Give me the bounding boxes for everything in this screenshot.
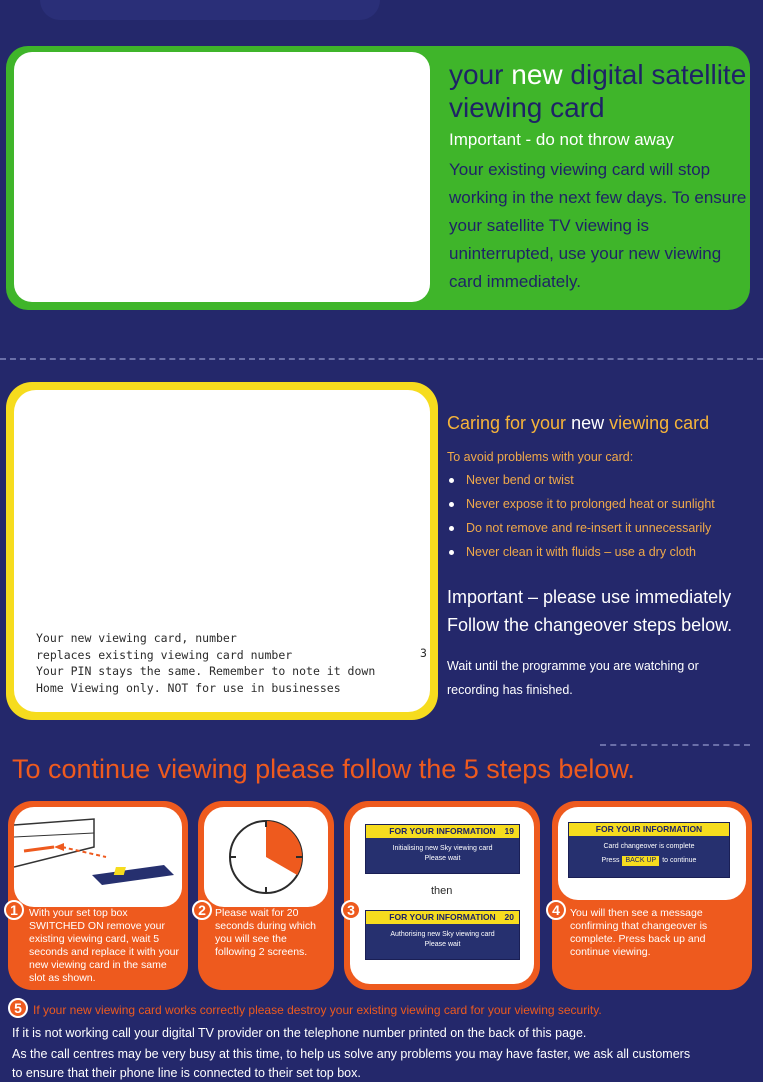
bullet-icon <box>449 550 454 555</box>
step-1-illustration <box>14 807 182 907</box>
caring-title: Caring for your new viewing card <box>447 413 710 433</box>
step-2-number: 2 <box>192 900 212 920</box>
step-1-text: With your set top box SWITCHED ON remove your existing viewing card, wait 5 seconds and replace it with your new viewing card in the same slot as shown. <box>29 907 179 984</box>
step-3-number: 3 <box>341 900 361 920</box>
bullet-icon <box>449 526 454 531</box>
list-item: Never clean it with fluids – use a dry cloth <box>449 545 715 569</box>
set-top-box-icon <box>14 807 182 907</box>
top-tab <box>40 0 380 20</box>
list-item: Do not remove and re-insert it unnecessarily <box>449 521 715 545</box>
caring-intro: To avoid problems with your card: <box>447 450 634 464</box>
step-2-illustration <box>204 807 328 907</box>
timer-clock-icon <box>204 807 328 907</box>
info-screen-authorising: FOR YOUR INFORMATION 20 Authorising new Sky viewing card Please wait <box>365 910 520 960</box>
step-4-text: You will then see a message confirming that changeover is complete. Press back up and continue viewing. <box>570 907 708 958</box>
step-5-text: If your new viewing card works correctly please destroy your existing viewing card for your viewing security. <box>33 1003 602 1017</box>
hero-important: Important - do not throw away <box>449 130 674 149</box>
perforation-line <box>0 358 763 360</box>
footer-line-3: to ensure that their phone line is connected to their set top box. <box>12 1066 361 1080</box>
card-number-fragment: 3 <box>420 646 427 660</box>
step-5-number: 5 <box>8 998 28 1018</box>
card-details-text: Your new viewing card, number replaces existing viewing card number Your PIN stays the same. Remember to note it down Home Viewing only. NOT for use in businesses <box>36 631 376 695</box>
step-1-number: 1 <box>4 900 24 920</box>
hero-title: your new digital satellite viewing card <box>449 59 747 123</box>
list-item: Never bend or twist <box>449 473 715 497</box>
important-heading: Important – please use immediately Follow the changeover steps below. <box>447 587 733 635</box>
info-screen-initialising: FOR YOUR INFORMATION 19 Initialising new Sky viewing card Please wait <box>365 824 520 874</box>
wait-instruction: Wait until the programme you are watching or recording has finished. <box>447 659 699 697</box>
footer-line-1: If it is not working call your digital TV provider on the telephone number printed on the back of this page. <box>12 1026 587 1040</box>
list-item: Never expose it to prolonged heat or sunlight <box>449 497 715 521</box>
bullet-icon <box>449 478 454 483</box>
info-screen-complete: FOR YOUR INFORMATION Card changeover is complete Press BACK UP to continue <box>568 822 730 878</box>
then-label: then <box>431 885 453 897</box>
step-4-number: 4 <box>546 900 566 920</box>
perforation-line-short <box>600 744 750 746</box>
bullet-icon <box>449 502 454 507</box>
caring-list <box>449 473 715 569</box>
steps-title: To continue viewing please follow the 5 steps below. <box>12 754 635 784</box>
footer-line-2: As the call centres may be very busy at this time, to help us solve any problems you may have faster, we ask all customers <box>12 1047 691 1061</box>
hero-body: Your existing viewing card will stop working in the next few days. To ensure your satellite TV viewing is uninterrupted, use your new viewing card immediately. <box>449 160 747 291</box>
back-up-button: BACK UP <box>622 856 659 866</box>
step-2-text: Please wait for 20 seconds during which you will see the following 2 screens. <box>215 907 316 958</box>
card-window <box>14 52 430 302</box>
